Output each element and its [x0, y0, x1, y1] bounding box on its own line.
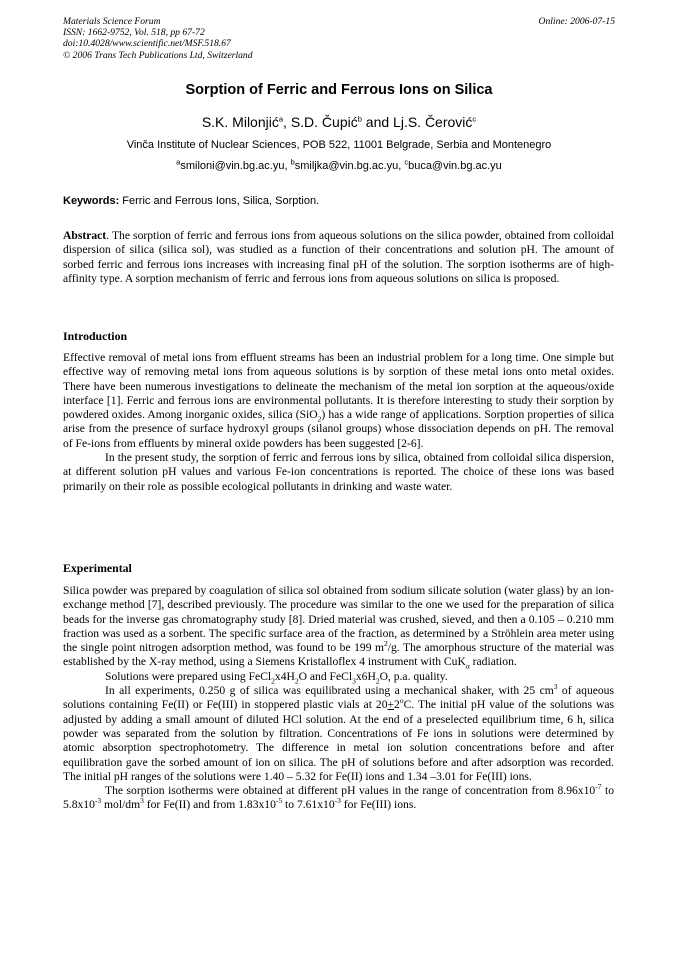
email-mark: b	[290, 157, 295, 167]
email-address: smiljka@vin.bg.ac.yu,	[294, 160, 405, 172]
affiliation: Vinča Institute of Nuclear Sciences, POB 522, 11001 Belgrade, Serbia and Montenegro	[126, 139, 552, 151]
journal-name: Materials Science Forum	[63, 16, 161, 27]
email-address: smiloni@vin.bg.ac.yu,	[180, 160, 291, 172]
paragraph: Effective removal of metal ions from effluent streams has been an industrial problem for a long time. One simple but effective way of removing metal ions from aqueous solutions is by sorption of these metal ions onto metal oxides. There have been numerous investigations to delineate the mechanism of the metal ion sorption at the aqueous/oxide interface [1]. Ferric and ferrous ions are environmental pollutants. It is therefore interesting to study their sorption by powdered oxides. Among inorganic oxides, silica (SiO$_2$) has a wide range of applications. Sorption properties of silica arise from the presence of surface hydroxyl groups (silanol groups) whose dissociation depends on pH. The removal of Fe-ions from effluents by mineral oxide powders has been suggested [2-6].	[63, 351, 614, 450]
abstract-label: Abstract	[63, 229, 107, 242]
author-list	[0, 114, 678, 130]
online-date: Online: 2006-07-15	[538, 16, 615, 27]
email-mark: a	[176, 157, 181, 167]
journal-header	[63, 16, 253, 61]
email-address: buca@vin.bg.ac.yu	[408, 160, 502, 172]
paragraph: The sorption isotherms were obtained at different pH values in the range of concentration from $8.96x10^{-7}$ to $5.8x10^{-3}$ mol/$dm^3$ for Fe(II) and from $1.83x10^{-5}$ to $7.61x10^{-3}$ for Fe(III) ions.	[63, 782, 614, 812]
journal-doi: doi:10.4028/www.scientific.net/MSF.518.67	[63, 38, 231, 50]
paragraph: In all experiments, 0.250 g of silica was equilibrated using a mechanical shaker, with 25 $cm^3$ of aqueous solutions containing Fe(II) or Fe(III) in stoppered plastic vials at $20+2^oC$. The initial pH value of the solutions was adjusted by adding a small amount of diluted HCl solution. At the end of a preselected equilibrium time, 6 h, silica powder was separated from the solution by filtration. Concentrations of Fe ions in solutions were determined by atomic absorption spectrophotometry. The difference in metal ion solution concentrations before and after equilibration gave the sorbed amount of ion on silica. The pH of solutions before and after adsorption was recorded. The initial pH ranges of the solutions were 1.40 – 5.32 for Fe(II) ions and 1.34 –3.01 for Fe(III) ions.	[63, 682, 614, 783]
affiliation-mark: c	[472, 114, 477, 124]
journal-copyright: © 2006 Trans Tech Publications Ltd, Switzerland	[63, 49, 253, 61]
email-mark: c	[404, 157, 409, 167]
paragraph: Silica powder was prepared by coagulation of silica sol obtained from sodium silicate solution (water glass) by an ion-exchange method [7], described previously. The procedure was similar to the one we used for the preparation of silica beads for the inverse gas chromatography study [8]. Dried material was crushed, sieved, and then a 0.105 – 0.210 mm fraction was used as a sorbent. The specific surface area of the fraction, as determined by a Ströhlein area meter using the single point nitrogen adsorption method, was found to be 199 $m^2/g$. The amorphous structure of the material was established by the X-ray method, using a Siemens Kristalloflex 4 instrument with CuK$_\alpha$ radiation.	[63, 584, 615, 671]
author-separator: ,	[283, 114, 291, 130]
author-name: S.K. Milonjić	[201, 114, 279, 130]
keywords-text: Ferric and Ferrous Ions, Silica, Sorption.	[119, 195, 320, 207]
keywords-label: Keywords:	[63, 195, 120, 207]
author-name: Lj.S. Čerović	[393, 114, 473, 130]
journal-issn: ISSN: 1662-9752, Vol. 518, pp 67-72	[63, 27, 205, 39]
author-separator: and	[361, 114, 394, 130]
paragraph: Solutions were prepared using $FeCl_2x4H_2O$ and $FeCl_3x6H_2O$, p.a. quality.	[105, 669, 448, 686]
section-heading-introduction: Introduction	[63, 329, 128, 343]
paragraph: In the present study, the sorption of ferric and ferrous ions by silica, obtained from colloidal silica dispersion, at different solution pH values and various Fe-ion concentrations is reported. The choice of these ions was based primarily on their role as possible ecological pollutants in drinking and waste water.	[63, 451, 614, 493]
affiliation-mark: a	[278, 114, 284, 124]
abstract-text: . The sorption of ferric and ferrous ions from aqueous solutions on the silica powder, obtained from colloidal dispersion of silica (silica sol), was studied as a function of their concentrations and solution pH. The amount of sorbed ferric and ferrous ions increases with increasing final pH of the solution. The sorption isotherms are of high-affinity type. A sorption mechanism of ferric and ferrous ions from aqueous solutions on silica is proposed.	[63, 229, 614, 285]
abstract	[63, 229, 614, 286]
introduction-body	[63, 351, 614, 494]
experimental-body	[63, 584, 614, 813]
paper-title: Sorption of Ferric and Ferrous Ions on Silica	[185, 82, 493, 98]
section-heading-experimental: Experimental	[63, 561, 132, 575]
affiliation-mark: b	[357, 114, 362, 124]
keywords	[63, 195, 319, 207]
author-emails	[0, 157, 678, 172]
author-name: S.D. Čupić	[290, 114, 358, 130]
